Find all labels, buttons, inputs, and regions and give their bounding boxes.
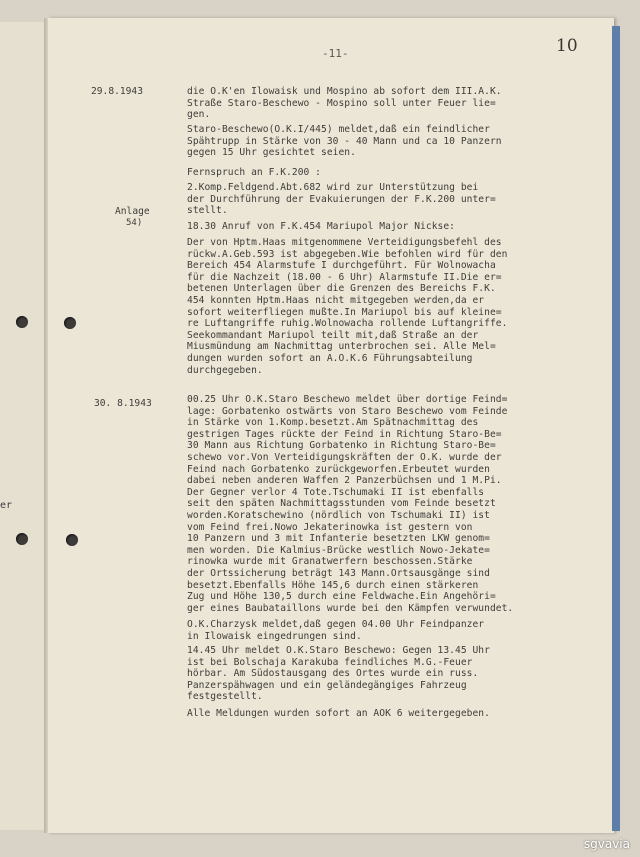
paragraph: 00.25 Uhr O.K.Staro Beschewo meldet über dortige Feind= lage: Gorbatenko ostwärts von Staro Beschewo vom Feinde in Stärke von 1.Komp.besetzt.Am Spätnachmittag des gestrigen Tages rückte der Feind in Richtung Staro-Be= 30 Mann aus Richtung Gorbatenko in Richtung Staro-Be= schewo vor.Von Verteidigungskräften der O.K. wurde der Feind nach Gorbatenko zurückgeworfen.Erbeutet wurden dabei neben anderen Waffen 2 Panzerbüchsen und 1 M.Pi. Der Gegner verlor 4 Tote.Tschumaki II ist ebenfalls seit den späten Nachmittagsstunden vom Feinde besetzt worden.Koratschewino (nördlich von Tschumaki II) ist vom Feind frei.Nowo Jekaterinowka ist gestern von 10 Panzern und 3 mit Infanterie besetzten LKW genom= men worden. Die Kalmius-Brücke westlich Nowo-Jekate= rinowka wurde mit Granatwerfern beschossen.Stärke der Ortssicherung beträgt 143 Mann.Ortsausgänge sind besetzt.Ebenfalls Höhe 145,6 durch einen stärkeren Zug und Höhe 130,5 durch eine Feldwache.Ein Angehöri= ger eines Baubataillons wurde bei den Kämpfen verwundet. [187,394,514,614]
entry-date: 30. 8.1943 [94,398,152,409]
left-page-fragment: er [0,500,13,511]
paragraph: O.K.Charzysk meldet,daß gegen 04.00 Uhr Feindpanzer in Ilowaisk eingedrungen sind. [187,619,485,642]
punch-hole [66,534,78,546]
paragraph: 14.45 Uhr meldet O.K.Staro Beschewo: Gegen 13.45 Uhr ist bei Bolschaja Karakuba feindliches M.G.-Feuer hörbar. Am Südostausgang des Ortes wurde ein russ. Panzerspähwagen und ein geländegängiges Fahrzeug festgestellt. [187,645,490,703]
left-page [0,22,49,830]
annex-number: 54) [126,218,143,228]
entry-date: 29.8.1943 [91,86,143,97]
punch-hole [16,533,28,545]
punch-hole [16,316,28,328]
page-number: 10 [556,36,578,56]
paragraph: Staro-Beschewo(O.K.I/445) meldet,daß ein feindlicher Spähtrupp in Stärke von 30 - 40 Mann und ca 10 Panzern gegen 15 Uhr gesichtet seien. [187,124,502,159]
paragraph: Der von Hptm.Haas mitgenommene Verteidigungsbefehl des rückw.A.Geb.593 ist abgegeben.Wie befohlen wird für den Bereich 454 Alarmstufe I durchgeführt. Für Wolnowacha für die Nachzeit (18.00 - 6 Uhr) Alarmstufe II.Die er= betenen Unterlagen über die Grenzen des Bereichs F.K. 454 konnten Hptm.Haas nicht mitgegeben werden,da er sofort weiterfliegen mußte.In Mariupol bis auf kleine= re Luftangriffe ruhig.Wolnowacha rollende Luftangriffe. Seekommandant Mariupol teilt mit,daß Straße an der Miusmündung am Nachmittag unterbrochen sei. Alle Mel= dungen wurden sofort an A.O.K.6 Führungsabteilung durchgegeben. [187,237,508,376]
paragraph: Alle Meldungen wurden sofort an AOK 6 weitergegeben. [187,708,490,719]
paragraph: Fernspruch an F.K.200 : [187,167,321,178]
annex-label: Anlage [115,206,150,217]
folder-edge [612,26,620,831]
paragraph: 18.30 Anruf von F.K.454 Mariupol Major Nickse: [187,221,455,232]
paragraph: 2.Komp.Feldgend.Abt.682 wird zur Unterstützung bei der Durchführung der Evakuierungen der F.K.200 unter= stellt. [187,182,496,217]
watermark: sgvavia [583,837,630,851]
paragraph: die O.K'en Ilowaisk und Mospino ab sofort dem III.A.K. Straße Staro-Beschewo - Mospino soll unter Feuer lie= gen. [187,86,502,121]
header-mark: -11- [322,47,349,60]
punch-hole [64,317,76,329]
